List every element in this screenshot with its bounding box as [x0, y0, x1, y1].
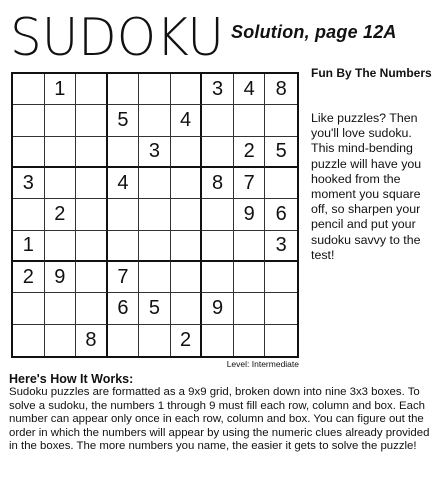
sudoku-cell-r9c3[interactable]: 8 — [76, 325, 108, 356]
sudoku-cell-r3c2[interactable] — [45, 137, 77, 168]
sudoku-cell-r3c3[interactable] — [76, 137, 108, 168]
sudoku-cell-r2c5[interactable] — [139, 105, 171, 136]
sudoku-cell-r9c8[interactable] — [234, 325, 266, 356]
sudoku-cell-r4c6[interactable] — [171, 168, 203, 199]
sudoku-cell-r7c6[interactable] — [171, 262, 203, 293]
sudoku-cell-r3c9[interactable]: 5 — [265, 137, 297, 168]
sudoku-cell-r1c4[interactable] — [108, 74, 140, 105]
instructions-title: Here's How It Works: — [9, 372, 134, 386]
sidebar-body: Like puzzles? Then you'll love sudoku. This mind-bending puzzle will have you hooked from the moment you square off, so sharpen your pencil and put your sudoku savvy to the test! — [311, 111, 422, 262]
sudoku-cell-r1c5[interactable] — [139, 74, 171, 105]
sudoku-cell-r9c1[interactable] — [13, 325, 45, 356]
sudoku-cell-r8c5[interactable]: 5 — [139, 293, 171, 324]
sudoku-cell-r8c2[interactable] — [45, 293, 77, 324]
sudoku-cell-r6c6[interactable] — [171, 231, 203, 262]
sudoku-cell-r7c5[interactable] — [139, 262, 171, 293]
sudoku-grid — [11, 72, 299, 358]
sudoku-cell-r3c8[interactable]: 2 — [234, 137, 266, 168]
sudoku-cell-r8c7[interactable]: 9 — [202, 293, 234, 324]
sudoku-cell-r1c1[interactable] — [13, 74, 45, 105]
sudoku-cell-r9c9[interactable] — [265, 325, 297, 356]
sudoku-cell-r2c3[interactable] — [76, 105, 108, 136]
sudoku-cell-r6c7[interactable] — [202, 231, 234, 262]
sudoku-cell-r4c8[interactable]: 7 — [234, 168, 266, 199]
logo-text: SUDOKU — [10, 8, 224, 63]
sudoku-cell-r9c4[interactable] — [108, 325, 140, 356]
sudoku-cell-r1c8[interactable]: 4 — [234, 74, 266, 105]
sudoku-cell-r6c1[interactable]: 1 — [13, 231, 45, 262]
sudoku-cell-r3c5[interactable]: 3 — [139, 137, 171, 168]
sudoku-cell-r8c8[interactable] — [234, 293, 266, 324]
sudoku-cell-r9c2[interactable] — [45, 325, 77, 356]
sudoku-cell-r4c9[interactable] — [265, 168, 297, 199]
sudoku-cell-r5c3[interactable] — [76, 199, 108, 230]
sudoku-cell-r2c7[interactable] — [202, 105, 234, 136]
sudoku-cell-r7c8[interactable] — [234, 262, 266, 293]
sudoku-cell-r1c6[interactable] — [171, 74, 203, 105]
sudoku-cell-r8c3[interactable] — [76, 293, 108, 324]
sudoku-cell-r7c3[interactable] — [76, 262, 108, 293]
sidebar-title: Fun By The Numbers — [311, 66, 432, 80]
sudoku-cell-r7c1[interactable]: 2 — [13, 262, 45, 293]
sudoku-cell-r8c6[interactable] — [171, 293, 203, 324]
sudoku-cell-r6c8[interactable] — [234, 231, 266, 262]
sudoku-cell-r5c9[interactable]: 6 — [265, 199, 297, 230]
sudoku-cell-r4c3[interactable] — [76, 168, 108, 199]
sudoku-cell-r8c4[interactable]: 6 — [108, 293, 140, 324]
sudoku-cell-r4c1[interactable]: 3 — [13, 168, 45, 199]
sudoku-cell-r2c6[interactable]: 4 — [171, 105, 203, 136]
sudoku-cell-r5c6[interactable] — [171, 199, 203, 230]
sudoku-cell-r5c2[interactable]: 2 — [45, 199, 77, 230]
instructions-body: Sudoku puzzles are formatted as a 9x9 grid, broken down into nine 3x3 boxes. To solve a sudoku, the numbers 1 through 9 must fill each row, column and box. Each number can appear only once in each row, column and box. You can figure out the order in which the numbers will appear by using the numeric clues already provided in the boxes. The more numbers you name, the easier it gets to solve the puzzle! — [9, 386, 430, 453]
sudoku-cell-r5c5[interactable] — [139, 199, 171, 230]
solution-reference: Solution, page 12A — [231, 22, 397, 42]
sudoku-cell-r7c2[interactable]: 9 — [45, 262, 77, 293]
sudoku-cell-r3c6[interactable] — [171, 137, 203, 168]
sudoku-cell-r5c4[interactable] — [108, 199, 140, 230]
sudoku-cell-r4c5[interactable] — [139, 168, 171, 199]
sudoku-cell-r3c7[interactable] — [202, 137, 234, 168]
sudoku-cell-r9c7[interactable] — [202, 325, 234, 356]
sudoku-cell-r5c8[interactable]: 9 — [234, 199, 266, 230]
sudoku-cell-r1c9[interactable]: 8 — [265, 74, 297, 105]
sudoku-cell-r9c6[interactable]: 2 — [171, 325, 203, 356]
sudoku-cell-r2c1[interactable] — [13, 105, 45, 136]
sudoku-cell-r6c9[interactable]: 3 — [265, 231, 297, 262]
sudoku-cell-r9c5[interactable] — [139, 325, 171, 356]
sudoku-cell-r3c1[interactable] — [13, 137, 45, 168]
sudoku-cell-r1c2[interactable]: 1 — [45, 74, 77, 105]
sudoku-cell-r4c2[interactable] — [45, 168, 77, 199]
sudoku-cell-r2c9[interactable] — [265, 105, 297, 136]
sudoku-cell-r2c4[interactable]: 5 — [108, 105, 140, 136]
sudoku-cell-r6c4[interactable] — [108, 231, 140, 262]
sudoku-cell-r4c4[interactable]: 4 — [108, 168, 140, 199]
sudoku-cell-r1c7[interactable]: 3 — [202, 74, 234, 105]
sudoku-cell-r7c9[interactable] — [265, 262, 297, 293]
sudoku-cell-r1c3[interactable] — [76, 74, 108, 105]
sudoku-cell-r6c2[interactable] — [45, 231, 77, 262]
sudoku-cell-r2c2[interactable] — [45, 105, 77, 136]
sudoku-cell-r7c7[interactable] — [202, 262, 234, 293]
difficulty-level: Level: Intermediate — [226, 359, 299, 369]
sudoku-cell-r7c4[interactable]: 7 — [108, 262, 140, 293]
sudoku-cell-r6c3[interactable] — [76, 231, 108, 262]
sudoku-cell-r5c7[interactable] — [202, 199, 234, 230]
sudoku-logo — [8, 3, 228, 63]
sudoku-cell-r5c1[interactable] — [13, 199, 45, 230]
sudoku-cell-r6c5[interactable] — [139, 231, 171, 262]
sudoku-cell-r8c9[interactable] — [265, 293, 297, 324]
sudoku-cell-r8c1[interactable] — [13, 293, 45, 324]
sudoku-cell-r3c4[interactable] — [108, 137, 140, 168]
sudoku-cell-r2c8[interactable] — [234, 105, 266, 136]
sudoku-cell-r4c7[interactable]: 8 — [202, 168, 234, 199]
